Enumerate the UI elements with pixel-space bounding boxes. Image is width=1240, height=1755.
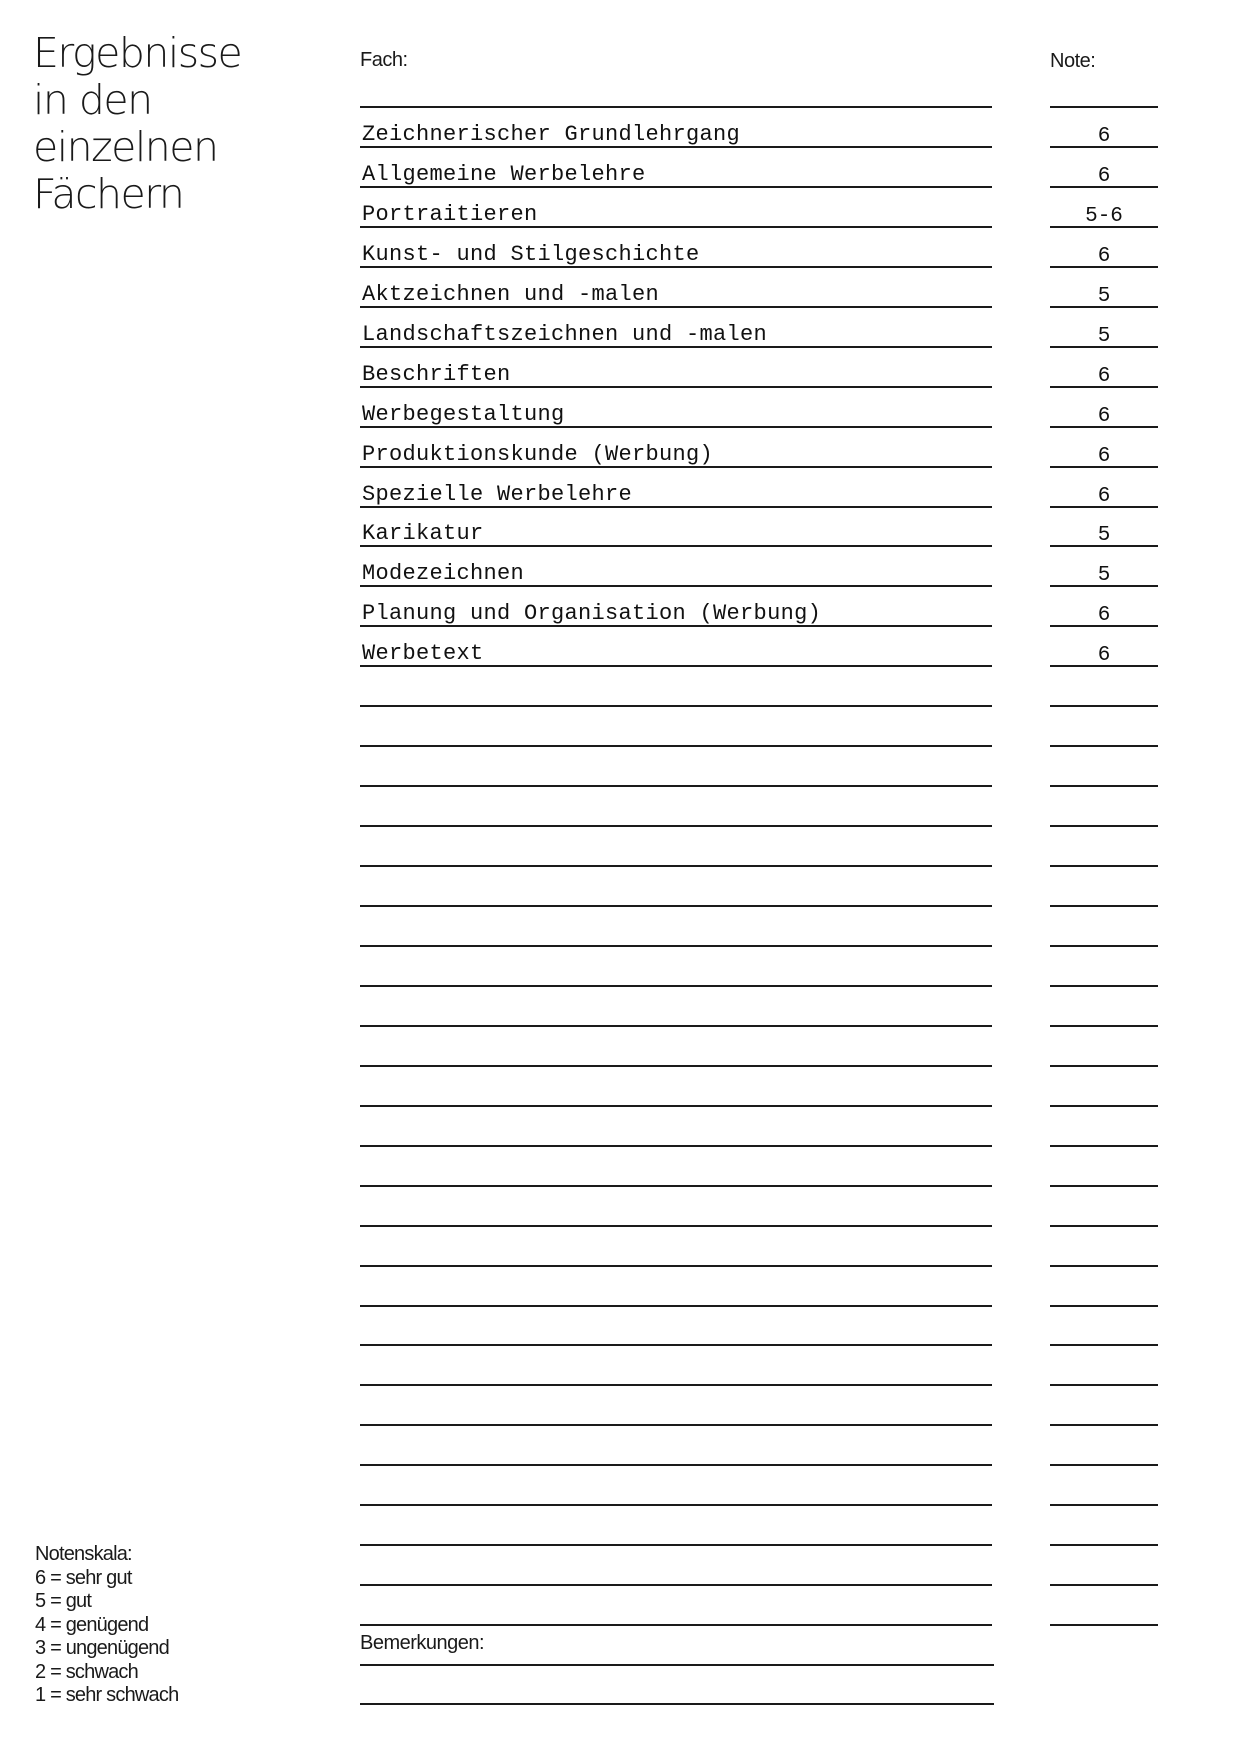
- table-row: [0, 1346, 1240, 1386]
- title-line: in den: [33, 76, 152, 124]
- grade-value: 6: [1097, 485, 1111, 508]
- subject-field-line: [360, 1624, 992, 1626]
- grade-value: 5: [1097, 524, 1111, 547]
- table-row: [0, 547, 1240, 587]
- subject-name: Portraitieren: [362, 202, 538, 227]
- table-row: [0, 348, 1240, 388]
- table-row: [0, 68, 1240, 108]
- table-row: [0, 1466, 1240, 1506]
- subject-name: Produktionskunde (Werbung): [362, 442, 714, 467]
- remarks-line[interactable]: [360, 1664, 994, 1666]
- grade-value: 6: [1097, 365, 1111, 388]
- grading-scale-entry: 3 = ungenügend: [35, 1637, 169, 1659]
- title-line: einzelnen: [33, 123, 218, 171]
- remarks-line[interactable]: [360, 1703, 994, 1705]
- subject-name: Werbetext: [362, 641, 484, 666]
- table-row: [0, 1506, 1240, 1546]
- grade-value: 5: [1097, 564, 1111, 587]
- grading-scale: [35, 1543, 178, 1708]
- table-row: [0, 787, 1240, 827]
- table-row: [0, 1107, 1240, 1147]
- grade-field-line: [1050, 1624, 1158, 1626]
- subject-name: Beschriften: [362, 362, 511, 387]
- table-row: [0, 108, 1240, 148]
- table-row: [0, 507, 1240, 547]
- subject-name: Planung und Organisation (Werbung): [362, 601, 822, 626]
- table-row: [0, 747, 1240, 787]
- table-row: [0, 1306, 1240, 1346]
- table-row: [0, 1386, 1240, 1426]
- table-row: [0, 308, 1240, 348]
- subject-name: Allgemeine Werbelehre: [362, 162, 646, 187]
- grade-value: 6: [1097, 604, 1111, 627]
- subject-name: Aktzeichnen und -malen: [362, 282, 660, 307]
- table-row: [0, 1147, 1240, 1187]
- table-row: [0, 1546, 1240, 1586]
- table-row: [0, 1027, 1240, 1067]
- table-row: [0, 428, 1240, 468]
- grade-value: 6: [1097, 165, 1111, 188]
- table-row: [0, 987, 1240, 1027]
- grade-value: 6: [1097, 125, 1111, 148]
- subject-name: Werbegestaltung: [362, 402, 565, 427]
- grade-value: 5: [1097, 325, 1111, 348]
- title-line: Ergebnisse: [33, 29, 242, 77]
- grade-value: 6: [1097, 445, 1111, 468]
- grade-value: 6: [1097, 405, 1111, 428]
- table-row: [0, 268, 1240, 308]
- table-row: [0, 707, 1240, 747]
- subject-name: Karikatur: [362, 521, 484, 546]
- table-row: [0, 1067, 1240, 1107]
- table-row: [0, 907, 1240, 947]
- grading-scale-entry: 2 = schwach: [35, 1660, 138, 1683]
- grade-value: 6: [1097, 245, 1111, 268]
- table-row: [0, 188, 1240, 228]
- subject-name: Modezeichnen: [362, 561, 525, 586]
- table-row: [0, 587, 1240, 627]
- grading-scale-entry: 6 = sehr gut: [35, 1566, 132, 1589]
- subject-name: Spezielle Werbelehre: [362, 482, 633, 507]
- table-row: [0, 148, 1240, 188]
- table-row: [0, 1586, 1240, 1626]
- table-row: [0, 1426, 1240, 1466]
- grade-value: 5: [1097, 285, 1111, 308]
- table-row: [0, 468, 1240, 508]
- table-row: [0, 627, 1240, 667]
- table-row: [0, 1187, 1240, 1227]
- grade-value: 6: [1097, 644, 1111, 667]
- grading-scale-entry: 4 = genügend: [35, 1613, 149, 1636]
- remarks-label: Bemerkungen:: [360, 1632, 485, 1654]
- table-row: [0, 947, 1240, 987]
- table-row: [0, 667, 1240, 707]
- subject-name: Landschaftszeichnen und -malen: [362, 322, 768, 347]
- grading-scale-title: Notenskala:: [35, 1543, 132, 1565]
- table-row: [0, 1267, 1240, 1307]
- grading-scale-entry: 1 = sehr schwach: [35, 1684, 179, 1706]
- grade-value: 5-6: [1085, 205, 1123, 228]
- subject-name: Zeichnerischer Grundlehrgang: [362, 122, 741, 147]
- subject-name: Kunst- und Stilgeschichte: [362, 242, 700, 267]
- title-line: Fächern: [33, 170, 184, 218]
- subject-column-header: Fach:: [360, 49, 408, 71]
- table-row: [0, 827, 1240, 867]
- table-row: [0, 388, 1240, 428]
- grade-column-header: Note:: [1050, 50, 1096, 72]
- table-row: [0, 867, 1240, 907]
- table-row: [0, 228, 1240, 268]
- grading-scale-entry: 5 = gut: [35, 1590, 92, 1612]
- table-row: [0, 1227, 1240, 1267]
